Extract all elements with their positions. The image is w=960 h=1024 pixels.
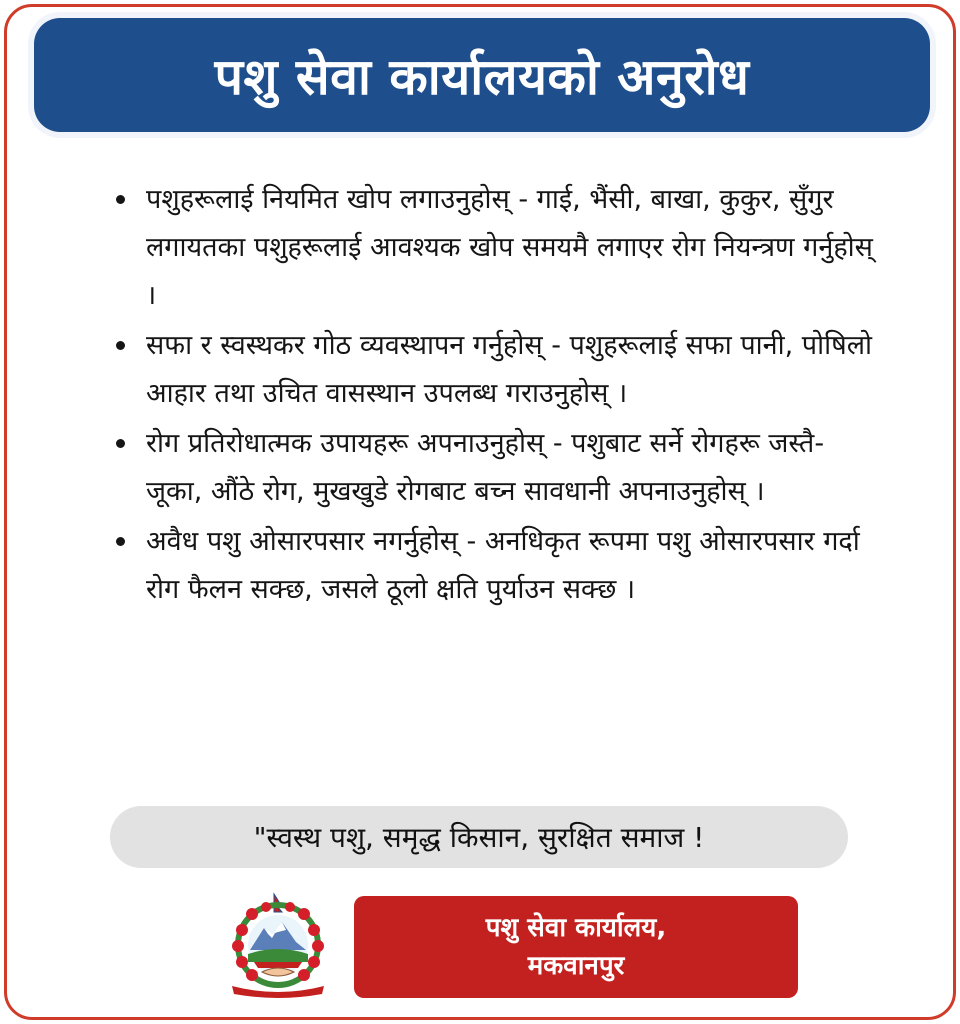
header-banner bbox=[34, 18, 930, 132]
list-item-text: पशुहरूलाई नियमित खोप लगाउनुहोस् - गाई, भैंसी, बाखा, कुकुर, सुँगुर लगायतका पशुहरूलाई आवश्यक खोप समयमै लगाएर रोग नियन्त्रण गर्नुहोस् । bbox=[146, 184, 873, 311]
list-item-text: सफा र स्वस्थकर गोठ व्यवस्थापन गर्नुहोस् - पशुहरूलाई सफा पानी, पोषिलो आहार तथा उचित वासस्थान उपलब्ध गराउनुहोस् । bbox=[146, 330, 873, 409]
nepal-government-emblem-icon bbox=[218, 890, 338, 1000]
list-item-text: अवैध पशु ओसारपसार नगर्नुहोस् - अनधिकृत रूपमा पशु ओसारपसार गर्दा रोग फैलन सक्छ, जसले ठूलो क्षति पुर्याउन सक्छ । bbox=[146, 526, 860, 605]
request-list bbox=[116, 176, 876, 616]
list-item bbox=[116, 322, 876, 418]
slogan-banner bbox=[110, 806, 848, 868]
office-location: मकवानपुर bbox=[527, 951, 625, 981]
bullet-icon bbox=[116, 439, 125, 448]
emblem-graphic bbox=[218, 890, 338, 1000]
list-item bbox=[116, 420, 876, 516]
office-name-box bbox=[354, 896, 798, 998]
office-name: पशु सेवा कार्यालय, bbox=[485, 913, 667, 943]
slogan-text: "स्वस्थ पशु, समृद्ध किसान, सुरक्षित समाज ! bbox=[253, 821, 705, 854]
list-item-text: रोग प्रतिरोधात्मक उपायहरू अपनाउनुहोस् - पशुबाट सर्ने रोगहरू जस्तै- जूका, औंठे रोग, मुखखुडे रोगबाट बच्न सावधानी अपनाउनुहोस् । bbox=[146, 428, 825, 507]
bullet-icon bbox=[116, 537, 125, 546]
list-item bbox=[116, 176, 876, 320]
bullet-icon bbox=[116, 195, 125, 204]
bullet-icon bbox=[116, 341, 125, 350]
page-title: पशु सेवा कार्यालयको अनुरोध bbox=[214, 48, 750, 106]
list-item bbox=[116, 518, 876, 614]
